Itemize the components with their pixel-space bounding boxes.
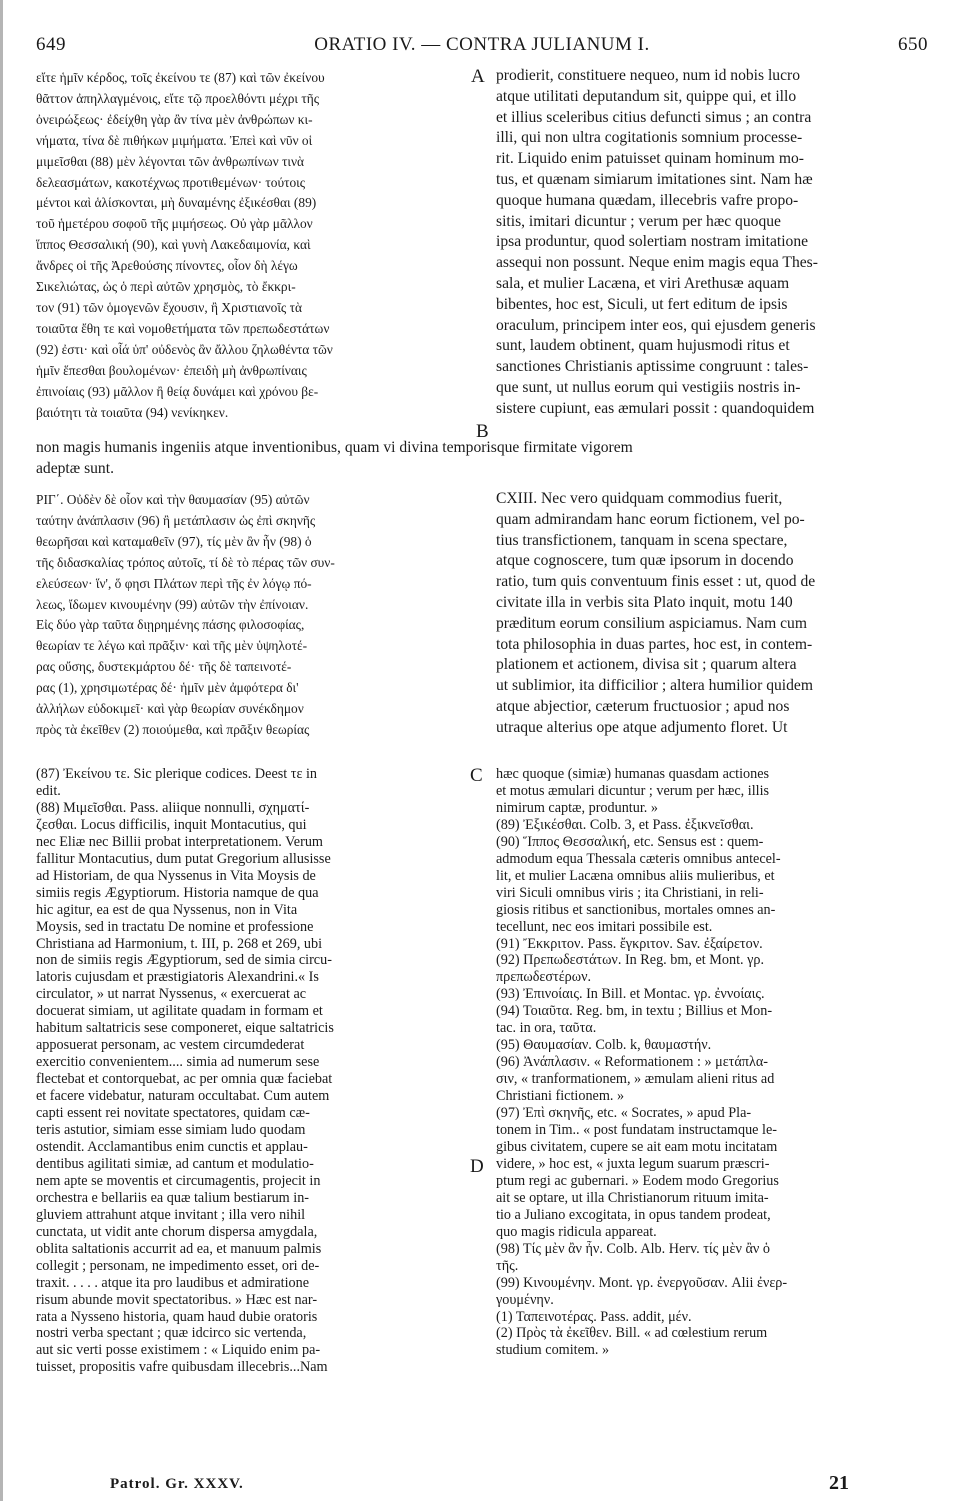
greek-line: λεως, ἴδωμεν κινουμένην (99) αὐτῶν τὴν ἐπίνοιαν. — [36, 596, 309, 612]
footnote-line: Christiani fictionem. » — [496, 1088, 625, 1105]
latin-line: sala, et mulier Lacæna, et viri Arethusæ aquam — [496, 274, 790, 292]
greek-line: Εἰς δύο γὰρ ταῦτα διῃρημένης πάσης φιλοσοφίας, — [36, 617, 305, 633]
footnote-line: latoris cujusdam et præstigiatoris Alexandrini.« Is — [36, 969, 319, 986]
greek-line: ΡΙΓ΄. Οὐδὲν δὲ οἷον καὶ τὴν θαυμασίαν (95) αὐτῶν — [36, 492, 310, 507]
footnote-line: studium comitem. » — [496, 1342, 610, 1359]
footnote-line: lit, et mulier Lacæna omnibus aliis mulieribus, et — [496, 867, 775, 884]
footnote-line: dentibus agilitati simiæ, ad cantum et modulatio- — [36, 1155, 314, 1172]
greek-line: δελεασμάτων, κακοτέχνως προτιθεμένων· τούτοις — [36, 174, 306, 190]
footnote-line: (90) Ἵππος Θεσσαλική, etc. Sensus est : quem- — [496, 833, 764, 850]
footnote-line: gibus civitatem, cupere se ait eam motu incitatam — [496, 1138, 778, 1155]
footer-series-label: Patrol. Gr. XXXV. — [110, 1476, 244, 1492]
footnote-line: videre, » hoc est, « juxta legum suarum præscri- — [496, 1155, 770, 1172]
greek-line: θεωρῆσαι καὶ καταμαθεῖν (97), τίς μὲν ἂν ἦν (98) ὁ — [36, 533, 312, 549]
footnote-line: ait se optare, ut illa Christianorum rituum imita- — [496, 1189, 769, 1206]
footnote-line: non de simiis regis Ægyptiorum, sed de simia circu- — [36, 952, 332, 969]
latin-line: quoque humana quædam, illecebris vafre propo- — [496, 191, 799, 209]
footnote-line: nec Eliæ nec Billii probat interpretationem. Verum — [36, 833, 323, 850]
latin-line: sanctiones Christianis aptissime congruunt : tales- — [496, 358, 809, 376]
footnote-line: tuisset, propositis vafre quibusdam illecebris...Nam — [36, 1359, 328, 1376]
latin-line: sunt, laudem obtinent, quam hujusmodi ritus et — [496, 337, 790, 355]
footnote-line: hæc quoque (simiæ) humanas quasdam actiones — [496, 766, 770, 782]
greek-line: ρας (1), χρησιμωτέρας δέ· ἡμῖν μὲν ἀμφότερα δι' — [36, 680, 299, 696]
latin-line: utraque alterius ope atque adjumento floret. Ut — [496, 718, 788, 736]
greek-line: μέντοι καὶ ἁλίσκονται, μὴ δυναμένης ἐξικέσθαι (89) — [36, 195, 317, 211]
footnote-line: rata a Nysseno historia, quam haud dubie oratoris — [36, 1308, 318, 1325]
footnote-line: traxit. . . . . atque ita pro laudibus et admiratione — [36, 1274, 310, 1291]
greek-line: νήματα, τίνα δὲ πιθήκων μιμήματα. Ἐπεὶ καὶ νῦν οἱ — [36, 132, 313, 148]
greek-line: μιμεῖσθαι (88) μὲν λέγονται τῶν ἀνθρωπίνων τινὰ — [36, 153, 305, 169]
left-page-number: 649 — [36, 34, 66, 55]
footnote-line: nem apte se moventis et circumagentis, projecit in — [36, 1172, 321, 1189]
footnote-line: tonem in Tim.. « post fundatam instructamque le- — [496, 1122, 777, 1139]
footnote-line: tac. in ora, ταῦτα. — [496, 1020, 597, 1037]
latin-line: ut sublimior, ita difficilior ; altera humilior quidem — [496, 677, 813, 695]
latin-line: præditum eorum consilium aspiciamus. Nam cum — [496, 614, 807, 632]
greek-line: εἴτε ἡμῖν κέρδος, τοῖς ἐκείνου τε (87) καὶ τῶν ἐκείνου — [36, 70, 325, 85]
latin-line: sistere cupiunt, eas æmulari possit : quandoquidem — [496, 399, 815, 417]
right-page-number: 650 — [898, 34, 928, 55]
latin-line: ipsa produntur, quod solertiam nostram imitatione — [496, 233, 809, 251]
latin-line: sitis, imitari dicuntur ; verum per hæc quoque — [496, 212, 781, 230]
greek-line: ελεύσεων· ἵν', ὅ φησι Πλάτων περὶ τῆς ἐν λόγῳ πό- — [36, 575, 312, 591]
margin-marker-a: A — [471, 66, 485, 87]
page-header — [36, 34, 928, 60]
footnote-line: teris astutior, simiam esse simiam ludo quodam — [36, 1122, 306, 1139]
footnote-line: ptum regi ac gubernari. » Eodem modo Gregorius — [496, 1172, 779, 1189]
footnote-line: (91) Ἔκκριτον. Pass. ἔγκριτον. Sav. ἐξαίρετον. — [496, 935, 763, 952]
latin-line: rit. Liquido enim patuisset quinam hominum mo- — [496, 150, 804, 168]
greek-line: θᾶττον ἀπηλλαγμένοις, εἴτε τῷ προελθόντι μέχρι τῆς — [36, 90, 320, 106]
latin-line: tus, et quænam simiarum imitationes sint. Nam hæ — [496, 170, 813, 188]
latin-line: oraculum, principem inter eos, qui ejusdem generis — [496, 316, 816, 334]
footnote-line: docuerat simiam, ut agilitate quadam in formam et — [36, 1003, 323, 1020]
footnote-line: cunctata, ut vidit ante chorum dispersa amygdala, — [36, 1223, 318, 1240]
footnote-line: tecellunt, nec eos imitari possibile est. — [496, 918, 713, 935]
footnote-line: exercitio convenientem.... simia ad numerum sese — [36, 1054, 320, 1071]
footnote-line: ad Historiam, de qua Nyssenus in Vita Moysis de — [36, 867, 316, 884]
greek-line: βαιότητι τὰ τοιαῦτα (94) νενίκηκεν. — [36, 404, 229, 420]
footnote-line: simiis regis Ægyptiorum. Historia namque de qua — [36, 884, 319, 901]
footnote-line: (98) Τίς μὲν ἂν ἦν. Colb. Alb. Herv. τίς μὲν ἂν ὁ — [496, 1240, 770, 1257]
footnote-line: flectebat et contorquebat, ac per omnia quæ faciebat — [36, 1071, 333, 1088]
greek-line: τῆς διδασκαλίας τρόπος αὐτοῖς, τί δὲ τὸ πέρας τῶν συν- — [36, 554, 335, 570]
footnote-line: (88) Μιμεῖσθαι. Pass. aliique nonnulli, σχηματί- — [36, 799, 310, 816]
greek-line: ἐπινοίαις (93) μᾶλλον ἢ θείᾳ δυνάμει καὶ χρόνου βε- — [36, 383, 319, 399]
greek-line: Σικελιώτας, ὡς ὁ περὶ αὐτῶν χρησμὸς, τὸ ἔκκρι- — [36, 279, 296, 295]
latin-line: atque abjectior, cæterum fructuosior ; apud nos — [496, 697, 790, 715]
greek-line: ὀνειρώξεως· ἐδείχθη γὰρ ἂν τίνα μὲν ἀνθρώπων κι- — [36, 111, 313, 127]
footnote-line: ostendit. Acclamantibus enim cunctis et applau- — [36, 1138, 308, 1155]
latin-line: prodierit, constituere nequeo, num id nobis lucro — [496, 67, 801, 84]
footnote-line: et facere videbatur, naturam occultabat. Cum autem — [36, 1088, 330, 1105]
latin-line: ratio, tum quis conventuum finis esset : ut, quod de — [496, 573, 816, 591]
wide-line: non magis humanis ingeniis atque inventionibus, quam vi divina temporisque firmitate vigorem — [36, 439, 633, 456]
running-title: ORATIO IV. — CONTRA JULIANUM I. — [314, 34, 650, 55]
signature-mark: 21 — [829, 1472, 849, 1494]
footnote-line: γουμένην. — [496, 1291, 554, 1308]
scan-edge — [0, 0, 3, 1501]
footnotes-right-column — [496, 766, 932, 1388]
greek-line: ἄνδρες οἱ τῆς Ἀρεθούσης πίνοντες, οἷον δὴ λέγω — [36, 258, 298, 274]
greek-line: ἀλλήλων εὐδοκιμεῖ· καὶ γὰρ θεωρίαν συνέκδημον — [36, 701, 304, 717]
greek-line: ἵππος Θεσσαλική (90), καὶ γυνὴ Λακεδαιμονία, καὶ — [36, 237, 311, 253]
footnote-line: (95) Θαυμασίαν. Colb. k, θαυμαστήν. — [496, 1037, 712, 1054]
latin-line: assequi non possunt. Neque enim magis equa Thes- — [496, 254, 818, 272]
footnote-line: Moysis, sed in tractatu De nomine et professione — [36, 918, 314, 935]
footnotes-left-column — [36, 766, 468, 1388]
greek-line: τον (91) τῶν ὁμογενῶν ἔχουσιν, ἢ Χριστιανοῖς τὰ — [36, 299, 302, 315]
margin-marker-b: B — [476, 421, 489, 442]
footnote-line: σιν, « tranformationem, » æmulam alieni ritus ad — [496, 1071, 775, 1088]
footnote-line: (2) Πρὸς τὰ ἐκεῖθεν. Bill. « ad cœlestium rerum — [496, 1325, 768, 1342]
footnote-line: collegit ; personam, ne impedimento esset, ori de- — [36, 1257, 320, 1274]
latin-line: que sunt, ut nullus eorum qui vestigiis nostris in- — [496, 378, 801, 396]
footnote-line: τῆς. — [496, 1257, 519, 1274]
footnote-line: (87) Ἐκείνου τε. Sic plerique codices. Deest τε in — [36, 766, 317, 782]
footnote-line: πρεπωδεστέρων. — [496, 969, 592, 986]
footnote-line: (89) Ἐξικέσθαι. Colb. 3, et Pass. ἐξικνεῖσθαι. — [496, 816, 754, 833]
footnote-line: (96) Ἀνάπλασιν. « Reformationem : » μετάπλα- — [496, 1054, 768, 1071]
footnote-line: capti essent rei novitate spectatores, quidam cæ- — [36, 1105, 310, 1122]
margin-marker-d: D — [470, 1156, 484, 1177]
full-width-text — [36, 437, 936, 479]
latin-line: civitate illa in verbis sita Plato inquit, motu 140 — [496, 593, 793, 611]
footnote-line: et motus æmulari dicuntur ; verum per hæc, illis — [496, 782, 770, 799]
latin-line: illi, qui non ultra cogitationis somnium processe- — [496, 129, 803, 147]
footnote-line: nimirum captæ, produntur. » — [496, 799, 658, 816]
footnote-line: giosis ritibus et sanctionibus, mortales omnes an- — [496, 901, 776, 918]
footnote-line: gluviem attrahunt atque invitant ; illa vero nihil — [36, 1206, 306, 1223]
footnote-line: Christiana ad Harmonium, t. III, p. 268 et 269, ubi — [36, 935, 323, 952]
footnote-line: (92) Πρεπωδεστάτων. In Reg. bm, et Mont. γρ. — [496, 952, 764, 969]
footnote-line: nostri verba spectant ; quæ idcirco sic vertenda, — [36, 1325, 307, 1342]
latin-text-column-middle — [496, 489, 932, 749]
greek-line: ρας οὔσης, δυστεκμάρτου δέ· τῆς δὲ ταπεινοτέ- — [36, 659, 292, 675]
latin-text-column-top — [496, 66, 932, 426]
footnote-line: viri Siculi omnibus viris ; ita Christiani, in reli- — [496, 884, 764, 901]
footnote-line: orchestra e bellariis ea quæ talium bestiarum in- — [36, 1189, 310, 1206]
footnote-line: hic agitur, ea est de qua Nyssenus, non in Vita — [36, 901, 298, 918]
margin-marker-c: C — [470, 765, 483, 786]
greek-text-column-middle — [36, 490, 468, 750]
latin-line: bibentes, hoc est, Siculi, ut fert editum de ipsis — [496, 295, 788, 313]
footnote-line: (1) Ταπεινοτέρας. Pass. addit, μέν. — [496, 1308, 692, 1325]
greek-line: (92) ἐστι· καὶ οἷά ὑπ' οὐδενὸς ἂν ἄλλου ζηλωθέντα τῶν — [36, 341, 333, 357]
footnote-line: apposuerat personam, ac vestem circumdederat — [36, 1037, 305, 1054]
greek-line: πρὸς τὰ ἐκεῖθεν (2) ποιούμεθα, καὶ πρᾶξιν θεωρίας — [36, 721, 310, 737]
footnote-line: ζεσθαι. Locus difficilis, inquit Montacutius, qui — [36, 816, 307, 833]
footnote-line: (94) Τοιαῦτα. Reg. bm, in textu ; Billius et Mon- — [496, 1003, 773, 1020]
latin-line: atque cognoscere, tum quæ ipsorum in docendo — [496, 552, 794, 570]
footnote-line: risum abunde movit spectatoribus. » Hæc est nar- — [36, 1291, 318, 1308]
latin-line: plationem et actionem, divisa sit ; quarum altera — [496, 656, 797, 674]
footnote-line: oblita saltationis accurrit ad ea, et manuum palmis — [36, 1240, 322, 1257]
wide-line: adeptæ sunt. — [36, 460, 114, 477]
latin-line: tota philosophia in duas partes, hoc est, in contem- — [496, 635, 813, 653]
latin-line: et illius sceleribus citius defuncti simus ; an contra — [496, 108, 812, 126]
latin-line: quam admirandam hanc eorum fictionem, vel po- — [496, 510, 805, 528]
greek-text-column-top — [36, 68, 468, 428]
greek-line: τοῦ ἡμετέρου σοφοῦ τῆς μιμήσεως. Οὐ γὰρ μᾶλλον — [36, 216, 313, 232]
greek-line: ἡμῖν ἕπεσθαι βουλομένων· ἐπειδὴ μὴ ἀνθρωπίναις — [36, 362, 307, 378]
latin-line: tius transfictionem, tanquam in scena spectare, — [496, 531, 788, 549]
footnote-line: admodum equa Thessala cæteris omnibus antecel- — [496, 850, 781, 867]
footnote-line: tio a Juliano excogitata, in opus tandem prodeat, — [496, 1206, 771, 1223]
footnote-line: (97) Ἐπὶ σκηνῆς, etc. « Socrates, » apud Pla- — [496, 1105, 752, 1122]
greek-line: θεωρίαν τε λέγω καὶ πρᾶξιν· καὶ τῆς μὲν ὑψηλοτέ- — [36, 638, 308, 654]
footnote-line: fallitur Montacutius, dum putat Gregorium allusisse — [36, 850, 331, 867]
latin-line: atque utilitati deputandum sit, quippe qui, et illo — [496, 87, 797, 105]
footnote-line: edit. — [36, 782, 61, 799]
greek-line: ταύτην ἀνάπλασιν (96) ἢ μετάπλασιν ὡς ἐπὶ σκηνῆς — [36, 512, 316, 528]
latin-line: CXIII. Nec vero quidquam commodius fuerit, — [496, 490, 783, 507]
footnote-line: habitum saltatricis sese componeret, eique saltatricis — [36, 1020, 334, 1037]
footnote-line: aut sic verti posse existimem : « Liquido enim pa- — [36, 1342, 321, 1359]
footnote-line: quo magis ridicula appareat. — [496, 1223, 657, 1240]
greek-line: τοιαῦτα ἔθη τε καὶ νομοθετήματα τῶν πρεπωδεστάτων — [36, 320, 330, 336]
footnote-line: (93) Ἐπινοίαις. In Bill. et Montac. γρ. ἐννοίαις. — [496, 986, 765, 1003]
footnote-line: circulator, » ut narrat Nyssenus, « exercuerat ac — [36, 986, 307, 1003]
footnote-line: (99) Κινουμένην. Mont. γρ. ἐνεργοῦσαν. Alii ἐνερ- — [496, 1274, 788, 1291]
